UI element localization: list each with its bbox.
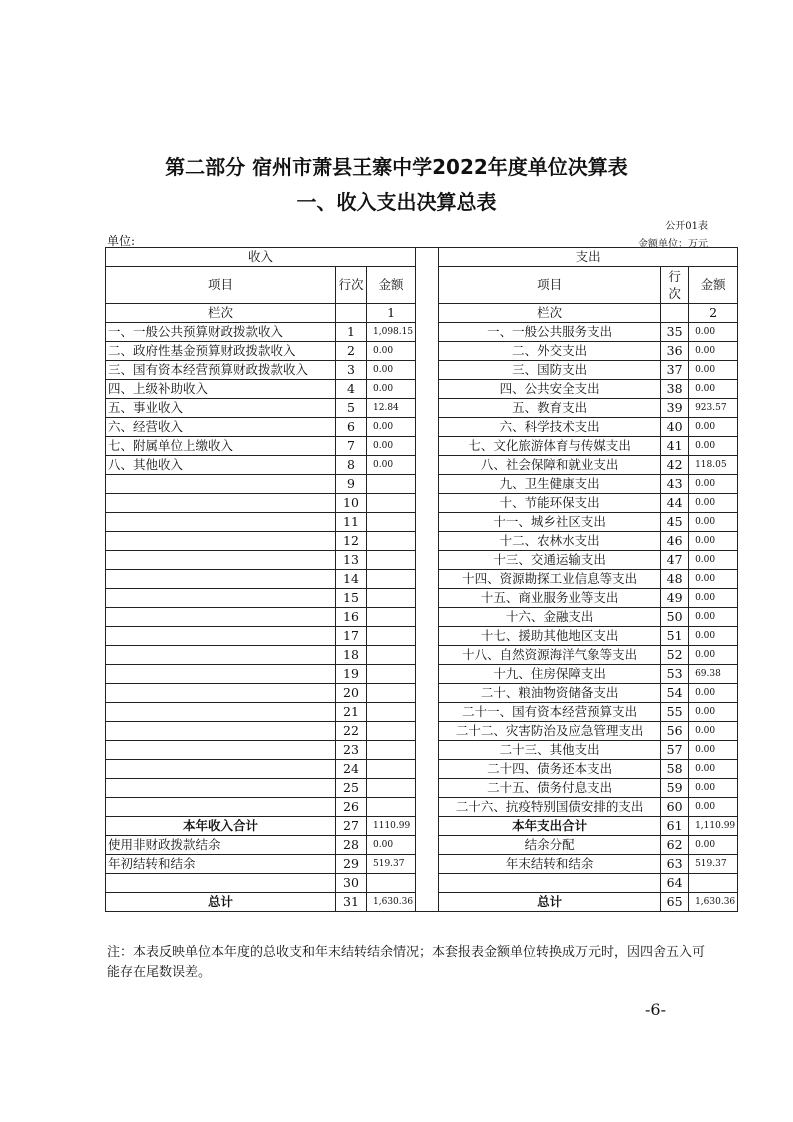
income-amount: 1110.99 — [367, 817, 416, 836]
expense-row-no: 37 — [661, 361, 689, 380]
income-amount — [367, 779, 416, 798]
expense-amount: 0.00 — [689, 646, 738, 665]
expense-col-order: 栏次 — [439, 304, 661, 323]
income-amount: 1,098.15 — [367, 323, 416, 342]
expense-row-no: 49 — [661, 589, 689, 608]
income-amount: 1,630.36 — [367, 893, 416, 912]
income-row-no: 29 — [336, 855, 367, 874]
expense-amount: 0.00 — [689, 684, 738, 703]
income-row-no: 1 — [336, 323, 367, 342]
income-row-no: 31 — [336, 893, 367, 912]
expense-amount: 0.00 — [689, 361, 738, 380]
expense-item: 十六、金融支出 — [439, 608, 661, 627]
expense-row-no: 58 — [661, 760, 689, 779]
income-amount: 0.00 — [367, 380, 416, 399]
expense-amount: 0.00 — [689, 551, 738, 570]
expense-item: 二十、粮油物资储备支出 — [439, 684, 661, 703]
income-amount: 0.00 — [367, 361, 416, 380]
income-item: 五、事业收入 — [106, 399, 336, 418]
income-amount: 0.00 — [367, 437, 416, 456]
expense-amount: 1,110.99 — [689, 817, 738, 836]
expense-item: 十四、资源勘探工业信息等支出 — [439, 570, 661, 589]
expense-row-no-header: 行 次 — [661, 267, 689, 304]
expense-amount: 0.00 — [689, 589, 738, 608]
expense-amount: 0.00 — [689, 380, 738, 399]
income-row-no: 16 — [336, 608, 367, 627]
income-amount — [367, 703, 416, 722]
income-item: 本年收入合计 — [106, 817, 336, 836]
income-row-no: 30 — [336, 874, 367, 893]
income-amount: 12.84 — [367, 399, 416, 418]
expense-item: 本年支出合计 — [439, 817, 661, 836]
income-item — [106, 741, 336, 760]
income-amount — [367, 798, 416, 817]
income-item: 四、上级补助收入 — [106, 380, 336, 399]
expense-amount: 0.00 — [689, 494, 738, 513]
income-col-number: 1 — [367, 304, 416, 323]
income-row-no: 15 — [336, 589, 367, 608]
income-amount: 0.00 — [367, 836, 416, 855]
expense-item: 二十二、灾害防治及应急管理支出 — [439, 722, 661, 741]
income-item: 八、其他收入 — [106, 456, 336, 475]
income-item — [106, 760, 336, 779]
income-item — [106, 874, 336, 893]
income-amount — [367, 608, 416, 627]
expense-item: 三、国防支出 — [439, 361, 661, 380]
income-item: 总计 — [106, 893, 336, 912]
income-expense-table — [105, 247, 738, 912]
income-row-no: 18 — [336, 646, 367, 665]
income-amount: 0.00 — [367, 342, 416, 361]
income-row-no: 9 — [336, 475, 367, 494]
expense-item: 总计 — [439, 893, 661, 912]
income-row-no: 20 — [336, 684, 367, 703]
expense-row-no: 45 — [661, 513, 689, 532]
income-amount — [367, 513, 416, 532]
expense-row-no: 47 — [661, 551, 689, 570]
income-row-no: 25 — [336, 779, 367, 798]
income-amount — [367, 646, 416, 665]
income-amount — [367, 551, 416, 570]
expense-amount: 0.00 — [689, 779, 738, 798]
income-item — [106, 627, 336, 646]
expense-amount: 1,630.36 — [689, 893, 738, 912]
income-item — [106, 684, 336, 703]
expense-row-no: 43 — [661, 475, 689, 494]
document-title: 第二部分 宿州市萧县王寨中学2022年度单位决算表 — [165, 155, 628, 179]
expense-amount: 923.57 — [689, 399, 738, 418]
income-item: 二、政府性基金预算财政拨款收入 — [106, 342, 336, 361]
income-amount — [367, 589, 416, 608]
expense-item: 八、社会保障和就业支出 — [439, 456, 661, 475]
expense-amount — [689, 874, 738, 893]
footnote: 注：本表反映单位本年度的总收支和年末结转结余情况；本套报表金额单位转换成万元时，因四舍五入可能存在尾数误差。 — [107, 945, 706, 980]
income-row-no: 2 — [336, 342, 367, 361]
income-row-no: 28 — [336, 836, 367, 855]
expense-amount: 0.00 — [689, 570, 738, 589]
income-amount — [367, 532, 416, 551]
income-item-header: 项目 — [106, 267, 336, 304]
expense-row-no: 56 — [661, 722, 689, 741]
income-amount — [367, 570, 416, 589]
expense-row-no: 46 — [661, 532, 689, 551]
expense-row-no: 65 — [661, 893, 689, 912]
expense-item: 十八、自然资源海洋气象等支出 — [439, 646, 661, 665]
income-amount — [367, 722, 416, 741]
expense-item: 二十一、国有资本经营预算支出 — [439, 703, 661, 722]
expense-row-no: 44 — [661, 494, 689, 513]
expense-amount: 0.00 — [689, 513, 738, 532]
income-item — [106, 779, 336, 798]
income-item — [106, 665, 336, 684]
expense-row-no: 51 — [661, 627, 689, 646]
table-title: 一、收入支出决算总表 — [296, 190, 497, 214]
expense-row-no: 53 — [661, 665, 689, 684]
expense-item-header: 项目 — [439, 267, 661, 304]
expense-row-no: 54 — [661, 684, 689, 703]
income-item: 年初结转和结余 — [106, 855, 336, 874]
expense-item: 四、公共安全支出 — [439, 380, 661, 399]
income-amount — [367, 494, 416, 513]
expense-item: 十一、城乡社区支出 — [439, 513, 661, 532]
expense-amount: 0.00 — [689, 741, 738, 760]
income-item: 使用非财政拨款结余 — [106, 836, 336, 855]
income-row-no: 8 — [336, 456, 367, 475]
expense-item: 十三、交通运输支出 — [439, 551, 661, 570]
income-amount: 519.37 — [367, 855, 416, 874]
expense-row-no: 64 — [661, 874, 689, 893]
income-row-no: 22 — [336, 722, 367, 741]
income-amount: 0.00 — [367, 418, 416, 437]
expense-item: 九、卫生健康支出 — [439, 475, 661, 494]
income-row-no: 27 — [336, 817, 367, 836]
expense-amount: 118.05 — [689, 456, 738, 475]
expense-item: 十九、住房保障支出 — [439, 665, 661, 684]
income-amount — [367, 684, 416, 703]
expense-row-no: 40 — [661, 418, 689, 437]
income-amount-header: 金额 — [367, 267, 416, 304]
income-item — [106, 703, 336, 722]
expense-item: 十二、农林水支出 — [439, 532, 661, 551]
expense-amount: 0.00 — [689, 836, 738, 855]
expense-row-no: 57 — [661, 741, 689, 760]
expense-row-no: 42 — [661, 456, 689, 475]
income-row-no: 13 — [336, 551, 367, 570]
expense-item: 十七、援助其他地区支出 — [439, 627, 661, 646]
income-item: 七、附属单位上缴收入 — [106, 437, 336, 456]
income-amount — [367, 741, 416, 760]
expense-row-no: 50 — [661, 608, 689, 627]
expense-item: 一、一般公共服务支出 — [439, 323, 661, 342]
expense-row-no: 41 — [661, 437, 689, 456]
expense-item: 六、科学技术支出 — [439, 418, 661, 437]
expense-item — [439, 874, 661, 893]
income-row-no: 3 — [336, 361, 367, 380]
income-amount — [367, 627, 416, 646]
income-item — [106, 551, 336, 570]
income-amount — [367, 874, 416, 893]
expense-row-no: 35 — [661, 323, 689, 342]
income-item — [106, 570, 336, 589]
income-item — [106, 513, 336, 532]
income-item — [106, 494, 336, 513]
income-col-order: 栏次 — [106, 304, 336, 323]
income-item: 六、经营收入 — [106, 418, 336, 437]
income-row-no: 7 — [336, 437, 367, 456]
expense-amount: 0.00 — [689, 722, 738, 741]
expense-item: 七、文化旅游体育与传媒支出 — [439, 437, 661, 456]
expense-row-no: 59 — [661, 779, 689, 798]
income-row-no: 23 — [336, 741, 367, 760]
expense-item: 二十五、债务付息支出 — [439, 779, 661, 798]
income-item — [106, 798, 336, 817]
expense-item: 十五、商业服务业等支出 — [439, 589, 661, 608]
column-gap — [416, 248, 439, 912]
income-amount: 0.00 — [367, 456, 416, 475]
expense-amount: 0.00 — [689, 608, 738, 627]
income-amount — [367, 760, 416, 779]
amount-unit: 金额单位：万元 — [638, 239, 708, 250]
expense-item: 十、节能环保支出 — [439, 494, 661, 513]
income-row-no-header: 行次 — [336, 267, 367, 304]
expense-header: 支出 — [439, 248, 738, 267]
income-row-no: 26 — [336, 798, 367, 817]
expense-amount: 0.00 — [689, 798, 738, 817]
expense-col-number: 2 — [689, 304, 738, 323]
income-row-no: 5 — [336, 399, 367, 418]
expense-row-no: 60 — [661, 798, 689, 817]
expense-amount-header: 金额 — [689, 267, 738, 304]
income-item: 三、国有资本经营预算财政拨款收入 — [106, 361, 336, 380]
income-row-no: 6 — [336, 418, 367, 437]
income-item — [106, 646, 336, 665]
income-row-no: 21 — [336, 703, 367, 722]
income-row-no: 4 — [336, 380, 367, 399]
income-item — [106, 475, 336, 494]
expense-row-no: 52 — [661, 646, 689, 665]
income-row-no: 24 — [336, 760, 367, 779]
income-row-no: 11 — [336, 513, 367, 532]
expense-row-no: 48 — [661, 570, 689, 589]
income-amount — [367, 665, 416, 684]
expense-amount: 0.00 — [689, 760, 738, 779]
expense-amount: 0.00 — [689, 418, 738, 437]
expense-amount: 69.38 — [689, 665, 738, 684]
income-item: 一、一般公共预算财政拨款收入 — [106, 323, 336, 342]
expense-item: 五、教育支出 — [439, 399, 661, 418]
income-amount — [367, 475, 416, 494]
expense-row-no: 36 — [661, 342, 689, 361]
income-item — [106, 722, 336, 741]
income-header: 收入 — [106, 248, 416, 267]
expense-row-no: 55 — [661, 703, 689, 722]
income-row-no: 14 — [336, 570, 367, 589]
unit-label: 单位: — [107, 234, 136, 248]
income-item — [106, 589, 336, 608]
expense-item: 年末结转和结余 — [439, 855, 661, 874]
income-row-no: 17 — [336, 627, 367, 646]
expense-item: 二十三、其他支出 — [439, 741, 661, 760]
expense-item: 二、外交支出 — [439, 342, 661, 361]
expense-amount: 519.37 — [689, 855, 738, 874]
expense-amount: 0.00 — [689, 532, 738, 551]
income-row-no: 12 — [336, 532, 367, 551]
income-row-no: 19 — [336, 665, 367, 684]
expense-amount: 0.00 — [689, 475, 738, 494]
expense-item: 二十四、债务还本支出 — [439, 760, 661, 779]
expense-amount: 0.00 — [689, 627, 738, 646]
form-code: 公开01表 — [665, 221, 708, 232]
expense-amount: 0.00 — [689, 437, 738, 456]
expense-row-no: 38 — [661, 380, 689, 399]
expense-amount: 0.00 — [689, 703, 738, 722]
expense-row-no: 62 — [661, 836, 689, 855]
expense-item: 结余分配 — [439, 836, 661, 855]
expense-amount: 0.00 — [689, 342, 738, 361]
income-item — [106, 608, 336, 627]
expense-row-no: 63 — [661, 855, 689, 874]
expense-row-no: 61 — [661, 817, 689, 836]
expense-row-no: 39 — [661, 399, 689, 418]
expense-item: 二十六、抗疫特别国债安排的支出 — [439, 798, 661, 817]
expense-amount: 0.00 — [689, 323, 738, 342]
page-number: -6- — [645, 1000, 666, 1019]
income-item — [106, 532, 336, 551]
income-row-no: 10 — [336, 494, 367, 513]
